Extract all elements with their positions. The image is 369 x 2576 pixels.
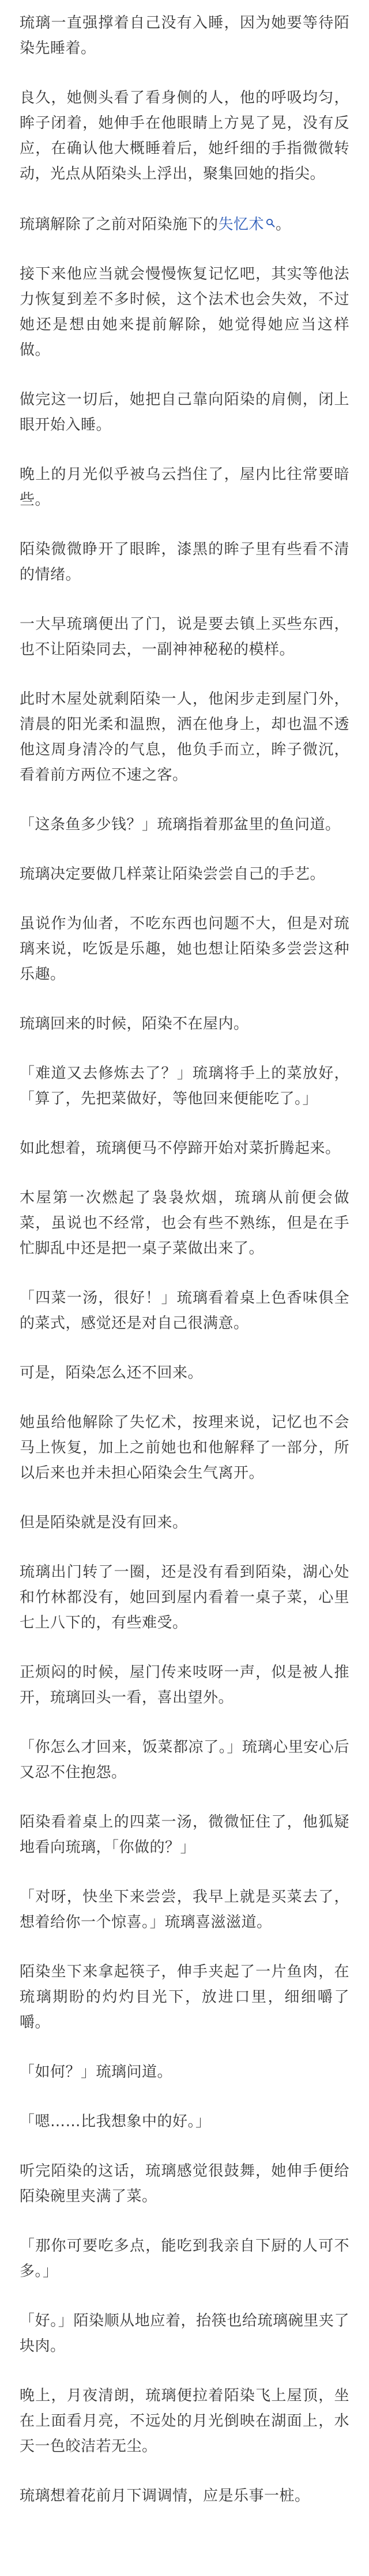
paragraph: 良久，她侧头看了看身侧的人，他的呼吸均匀，眸子闭着，她伸手在他眼睛上方晃了晃，没有反应，在确认他大概睡着后，她纤细的手指微微转动，光点从陌染头上浮出，聚集回她的指尖。 — [20, 89, 349, 183]
paragraph — [20, 211, 349, 237]
paragraph: 木屋第一次燃起了袅袅炊烟，琉璃从前便会做菜，虽说也不经常，也会有些不熟练，但是在手忙脚乱中还是把一桌子菜做出来了。 — [20, 1189, 349, 1257]
paragraph: 晚上的月光似乎被乌云挡住了，屋内比往常要暗些。 — [20, 466, 349, 509]
paragraph: 「四菜一汤，很好！」琉璃看着桌上色香味俱全的菜式，感觉还是对自己很满意。 — [20, 1289, 349, 1332]
paragraph: 接下来他应当就会慢慢恢复记忆吧，其实等他法力恢复到差不多时候，这个法术也会失效，不过她还是想由她来提前解除，她觉得她应当这样做。 — [20, 265, 349, 359]
paragraph: 「那你可要吃多点，能吃到我亲自下厨的人可不多。」 — [20, 2237, 349, 2280]
paragraph: 如此想着，琉璃便马不停蹄开始对菜折腾起来。 — [20, 1140, 341, 1157]
search-icon[interactable] — [265, 211, 276, 221]
paragraph: 听完陌染的这话，琉璃感觉很鼓舞，她伸手便给陌染碗里夹满了菜。 — [20, 2163, 349, 2205]
paragraph: 「如何？」琉璃问道。 — [20, 2063, 173, 2081]
paragraph: 陌染坐下来拿起筷子，伸手夹起了一片鱼肉，在琉璃期盼的灼灼目光下，放进口里，细细嚼了嚼。 — [20, 1963, 349, 2031]
paragraph: 琉璃回来的时候，陌染不在屋内。 — [20, 1015, 249, 1033]
paragraph: 可是，陌染怎么还不回来。 — [20, 1364, 204, 1382]
paragraph: 琉璃想着花前月下调调情，应是乐事一桩。 — [20, 2487, 310, 2505]
paragraph: 琉璃出门转了一圈，还是没有看到陌染，湖心处和竹林都没有，她回到屋内看着一桌子菜，心里七上八下的，有些难受。 — [20, 1564, 349, 1632]
paragraph: 陌染微微睁开了眼眸，漆黑的眸子里有些看不清的情绪。 — [20, 541, 349, 583]
paragraph: 琉璃决定要做几样菜让陌染尝尝自己的手艺。 — [20, 866, 326, 883]
paragraph: 「这条鱼多少钱？」琉璃指着那盆里的鱼问道。 — [20, 816, 341, 833]
paragraph: 琉璃一直强撑着自己没有入睡，因为她要等待陌染先睡着。 — [20, 14, 349, 57]
paragraph: 但是陌染就是没有回来。 — [20, 1514, 188, 1531]
paragraph: 她虽给他解除了失忆术，按理来说，记忆也不会马上恢复，加上之前她也和他解释了一部分，所以后来也并未担心陌染会生气离开。 — [20, 1414, 349, 1482]
paragraph: 虽说作为仙者，不吃东西也问题不大，但是对琉璃来说，吃饭是乐趣，她也想让陌染多尝尝这种乐趣。 — [20, 915, 349, 983]
paragraph: 陌染看着桌上的四菜一汤，微微怔住了，他狐疑地看向琉璃，「你做的？」 — [20, 1814, 349, 1856]
paragraph: 「难道又去修炼去了？」琉璃将手上的菜放好，「算了，先把菜做好，等他回来便能吃了。」 — [20, 1065, 349, 1107]
paragraph: 正烦闷的时候，屋门传来吱呀一声，似是被人推开，琉璃回头一看，喜出望外。 — [20, 1664, 349, 1706]
paragraph-text: 。 — [276, 216, 291, 233]
paragraph: 「好。」陌染顺从地应着，抬筷也给琉璃碗里夹了块肉。 — [20, 2312, 349, 2355]
paragraph: 晚上，月夜清朗，琉璃便拉着陌染飞上屋顶，坐在上面看月亮，不远处的月光倒映在湖面上，水天一色皎洁若无尘。 — [20, 2387, 349, 2455]
paragraph: 做完这一切后，她把自己靠向陌染的肩侧，闭上眼开始入睡。 — [20, 391, 349, 434]
amnesia-spell-link[interactable]: 失忆术 — [218, 216, 265, 233]
paragraph-text: 琉璃解除了之前对陌染施下的 — [20, 216, 219, 233]
paragraph: 此时木屋处就剩陌染一人，他闲步走到屋门外，清晨的阳光柔和温煦，洒在他身上，却也温不透他这周身清冷的气息，他负手而立，眸子微沉，看着前方两位不速之客。 — [20, 691, 349, 784]
paragraph: 一大早琉璃便出了门，说是要去镇上买些东西，也不让陌染同去，一副神神秘秘的模样。 — [20, 616, 349, 658]
paragraph: 「嗯……比我想象中的好。」 — [20, 2113, 211, 2130]
paragraph: 「对呀，快坐下来尝尝，我早上就是买菜去了，想着给你一个惊喜。」琉璃喜滋滋道。 — [20, 1888, 349, 1931]
paragraph: 「你怎么才回来，饭菜都凉了。」琉璃心里安心后又忍不住抱怨。 — [20, 1739, 349, 1781]
